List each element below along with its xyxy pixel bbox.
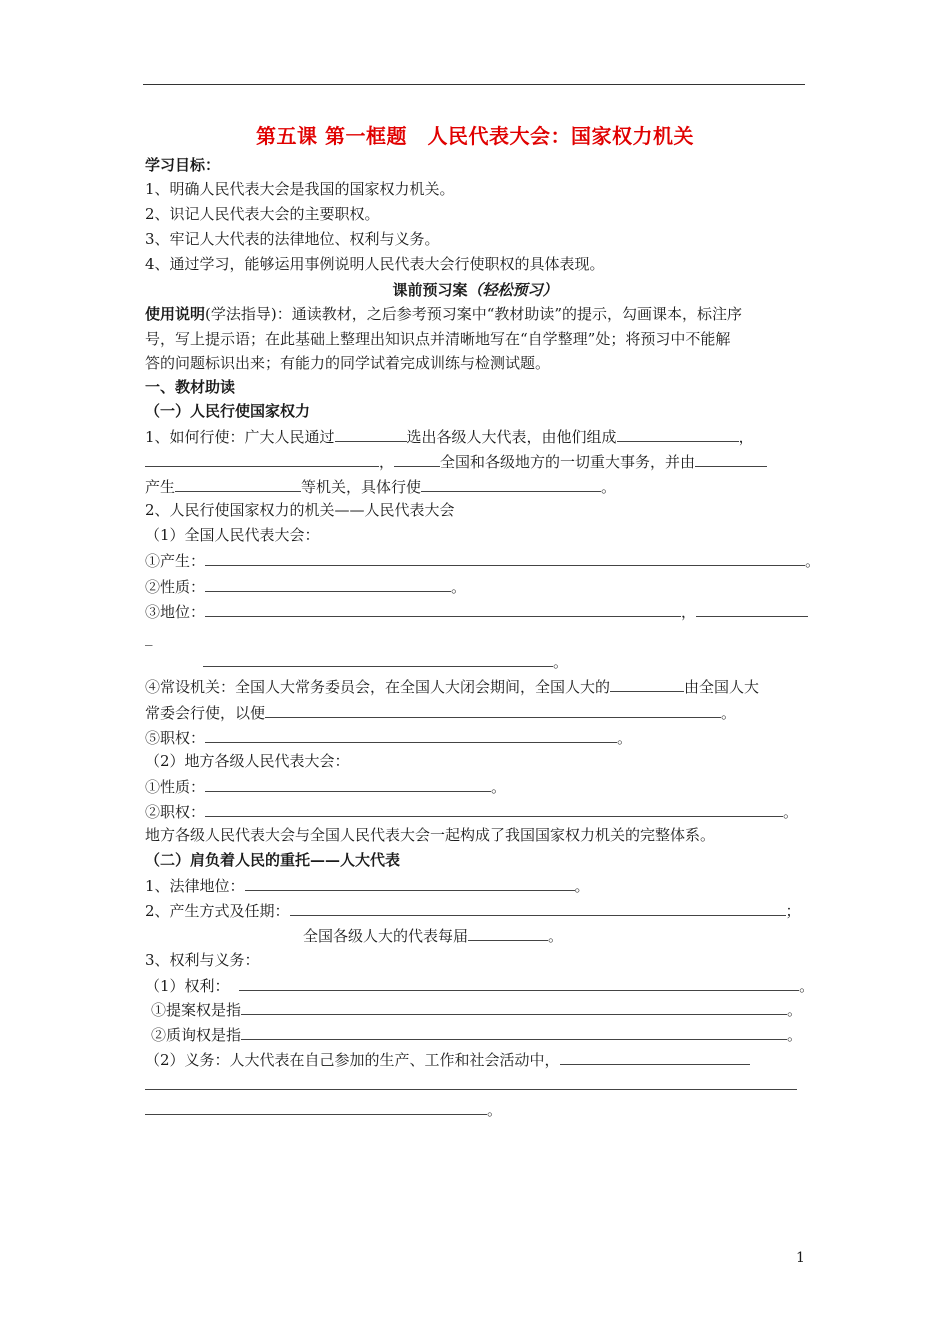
answer-blank[interactable]: [205, 551, 805, 566]
part2-heading: （二）肩负着人民的重托——人大代表: [145, 851, 401, 869]
answer-blank[interactable]: [290, 901, 786, 916]
question-1-line-3: 产生 等机关，具体行使 。: [145, 478, 617, 496]
answer-blank[interactable]: [239, 976, 799, 991]
objective-item: 1、明确人民代表大会是我国的国家权力机关。: [145, 180, 455, 198]
answer-blank[interactable]: [335, 427, 407, 442]
answer-blank[interactable]: [175, 477, 301, 492]
proposal-right: ①提案权是指 。: [151, 1001, 803, 1019]
legal-status: 1、法律地位： 。: [145, 877, 590, 895]
objective-item: 4、通过学习，能够运用事例说明人民代表大会行使职权的具体表现。: [145, 255, 605, 273]
local-nature: ①性质： 。: [145, 778, 507, 796]
npc-status: ③地位： ，: [145, 602, 808, 621]
method-term: 2、产生方式及任期： ；: [145, 902, 801, 920]
answer-blank[interactable]: [203, 652, 553, 667]
page-title: 第五课 第一框题 人民代表大会：国家权力机关: [256, 124, 694, 148]
answer-blank[interactable]: [695, 452, 767, 467]
answer-blank[interactable]: [560, 1050, 750, 1065]
local-heading: （2）地方各级人民代表大会：: [145, 752, 350, 770]
duties: （2）义务：人大代表在自己参加的生产、工作和社会活动中，: [145, 1050, 750, 1069]
usage-instructions-line: 号，写上提示语；在此基础上整理出知识点并清晰地写在“自学整理”处；将预习中不能解: [145, 330, 731, 348]
answer-blank[interactable]: [617, 427, 739, 442]
objective-item: 2、识记人民代表大会的主要职权。: [145, 205, 380, 223]
duties-cont: 。: [145, 1100, 502, 1119]
objective-item: 3、牢记人大代表的法律地位、权利与义务。: [145, 230, 440, 248]
answer-blank[interactable]: [205, 728, 617, 743]
answer-blank[interactable]: [610, 677, 684, 692]
question-1-line-2: ， 全国和各级地方的一切重大事务，并由: [145, 452, 767, 471]
part1-heading: （一）人民行使国家权力: [145, 402, 311, 420]
objectives-heading: 学习目标：: [145, 156, 221, 174]
answer-blank[interactable]: [245, 876, 575, 891]
answer-blank[interactable]: [241, 1025, 787, 1040]
npc-standing-line-2: 常委会行使，以便 。: [145, 704, 737, 722]
question-1-line-1: 1、如何行使：广大人民通过 选出各级人大代表，由他们组成 ，: [145, 428, 754, 446]
system-note: 地方各级人民代表大会与全国人民代表大会一起构成了我国国家权力机关的完整体系。: [145, 826, 716, 844]
npc-standing-line-1: ④常设机关：全国人大常务委员会，在全国人大闭会期间，全国人大的 由全国人大: [145, 678, 760, 696]
duties-cont: [145, 1075, 797, 1094]
section-heading: 一、教材助读: [145, 378, 236, 396]
rights: （1）权利： 。: [145, 977, 815, 995]
question-2: 2、人民行使国家权力的机关——人民代表大会: [145, 501, 455, 519]
term-line: 全国各级人大的代表每届 。: [303, 927, 564, 945]
inquiry-right: ②质询权是指 。: [151, 1026, 803, 1044]
preview-heading: 课前预习案（轻松预习）: [392, 281, 558, 299]
npc-status-dash: _: [145, 628, 153, 646]
answer-blank[interactable]: [421, 477, 601, 492]
npc-nature: ②性质： 。: [145, 578, 467, 596]
npc-powers: ⑤职权： 。: [145, 729, 633, 747]
answer-blank[interactable]: [394, 452, 440, 467]
usage-instructions-line: 答的问题标识出来；有能力的同学试着完成训练与检测试题。: [145, 354, 551, 372]
answer-blank[interactable]: [696, 602, 808, 617]
npc-status-cont: 。: [203, 652, 568, 671]
local-powers: ②职权： 。: [145, 803, 799, 821]
answer-blank[interactable]: [205, 802, 783, 817]
usage-instructions: 使用说明(学法指导)：通读教材，之后参考预习案中“教材助读”的提示，勾画课本，标注序: [145, 305, 743, 323]
answer-blank[interactable]: [241, 1000, 787, 1015]
answer-blank[interactable]: [468, 926, 548, 941]
answer-blank[interactable]: [145, 1075, 797, 1090]
npc-produce: ①产生： 。: [145, 552, 821, 570]
npc-heading: （1）全国人民代表大会：: [145, 526, 320, 544]
answer-blank[interactable]: [205, 577, 451, 592]
page-number: 1: [796, 1250, 805, 1266]
answer-blank[interactable]: [145, 452, 379, 467]
header-rule: [143, 84, 805, 85]
answer-blank[interactable]: [205, 602, 681, 617]
answer-blank[interactable]: [265, 703, 721, 718]
answer-blank[interactable]: [205, 777, 491, 792]
rights-duties-heading: 3、权利与义务：: [145, 951, 260, 969]
answer-blank[interactable]: [145, 1100, 487, 1115]
